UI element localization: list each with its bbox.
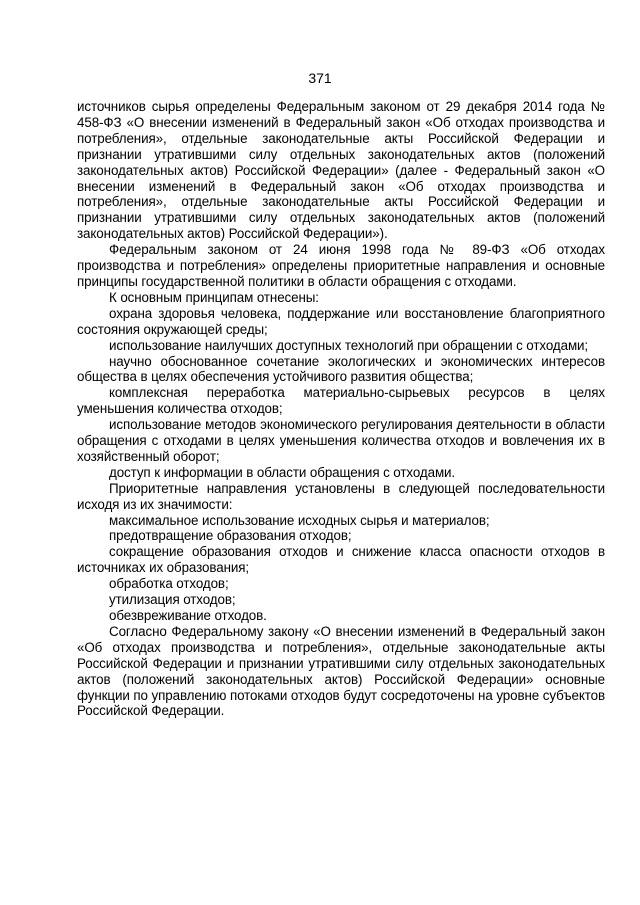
- principle-item: научно обоснованное сочетание экологических и экономических интересов общества в целях обеспечения устойчивого развития общества;: [77, 353, 605, 385]
- priority-item: предотвращение образования отходов;: [109, 528, 352, 544]
- document-body: [77, 99, 605, 719]
- principle-item: доступ к информации в области обращения с отходами.: [109, 464, 456, 480]
- principle-item: использование методов экономического регулирования деятельности в области обращения с отходами в целях уменьшения количества отходов и вовлечения их в хозяйственный оборот;: [77, 417, 605, 464]
- principle-item: охрана здоровья человека, поддержание или восстановление благоприятного состояния окружающей среды;: [77, 305, 605, 337]
- page-number: 371: [308, 70, 332, 86]
- priority-item: утилизация отходов;: [109, 592, 236, 608]
- priority-item: обработка отходов;: [109, 576, 229, 592]
- paragraph: источников сырья определены Федеральным законом от 29 декабря 2014 года № 458-ФЗ «О внесении изменений в Федеральный закон «Об отходах производства и потребления», отдельные законодательные акты Российской Федерации и признании утратившими силу отдельных законодательных актов (положений законодательных актов) Российской Федерации» (далее - Федеральный закон «О внесении изменений в Федеральный закон «Об отходах производства и потребления», отдельные законодательные акты Российской Федерации и признании утратившими силу отдельных законодательных актов (положений законодательных актов) Российской Федерации»).: [77, 99, 605, 242]
- priority-item: максимальное использование исходных сырья и материалов;: [109, 512, 490, 528]
- paragraph: Федеральным законом от 24 июня 1998 года № 89-ФЗ «Об отходах производства и потребления» определены приоритетные направления и основные принципы государственной политики в области обращения с отходами.: [77, 242, 605, 289]
- principle-item: комплексная переработка материально-сырьевых ресурсов в целях уменьшения количества отходов;: [77, 385, 605, 417]
- paragraph: Согласно Федеральному закону «О внесении изменений в Федеральный закон «Об отходах производства и потребления», отдельные законодательные акты Российской Федерации и признании утратившими силу отдельных законодательных актов (положений законодательных актов) Российской Федерации» основные функции по управлению потоками отходов будут сосредоточены на уровне субъектов Российской Федерации.: [77, 623, 605, 719]
- priority-item: сокращение образования отходов и снижение класса опасности отходов в источниках их образования;: [77, 544, 605, 576]
- priority-item: обезвреживание отходов.: [109, 608, 267, 623]
- principle-item: использование наилучших доступных технологий при обращении с отходами;: [109, 337, 589, 353]
- paragraph: К основным принципам отнесены:: [109, 289, 319, 305]
- paragraph: Приоритетные направления установлены в следующей последовательности исходя из их значимости:: [77, 480, 605, 512]
